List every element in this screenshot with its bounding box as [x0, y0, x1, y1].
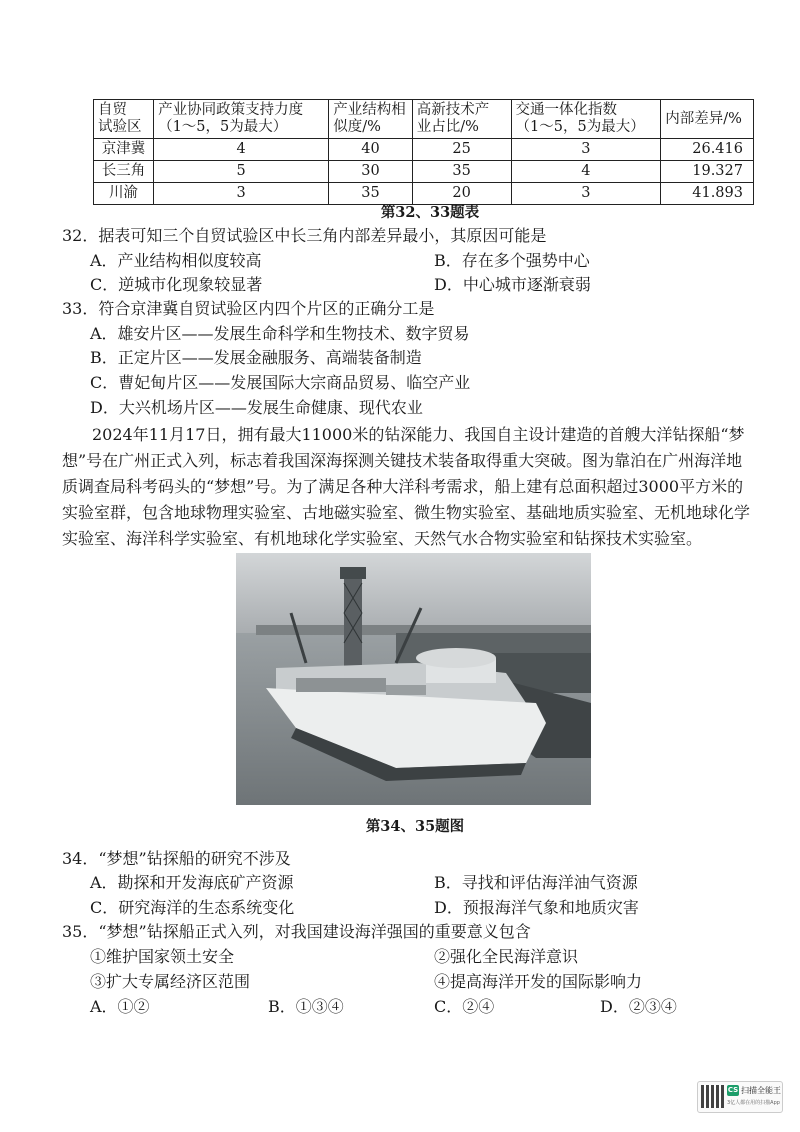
- figure-caption: 第34、35题图: [365, 818, 465, 835]
- table-cell: 4: [154, 139, 329, 161]
- question-32-option-c: C．逆城市化现象较显著: [90, 275, 263, 294]
- question-34-option-c: C．研究海洋的生态系统变化: [90, 898, 295, 917]
- table-header-cell: 高新技术产 业占比/%: [412, 100, 511, 139]
- question-33-option-a: A．雄安片区——发展生命科学和生物技术、数字贸易: [90, 324, 470, 343]
- drilling-ship-photo: [236, 553, 591, 805]
- data-table: [93, 99, 754, 205]
- passage-line: 实验室、海洋科学实验室、有机地球化学实验室、天然气水合物实验室和钻探技术实验室。: [62, 529, 703, 548]
- table-header-row: [94, 100, 754, 139]
- table-header-cell: 产业协同政策支持力度 （1～5，5为最大）: [154, 100, 329, 139]
- question-32-stem: 32．据表可知三个自贸试验区中长三角内部差异最小，其原因可能是: [62, 226, 547, 245]
- question-35-option-a: A．①②: [90, 997, 150, 1016]
- question-35-item-1: ①维护国家领土安全: [90, 947, 235, 966]
- scanner-logo: CS: [727, 1086, 739, 1094]
- question-32-option-d: D．中心城市逐渐衰弱: [434, 275, 591, 294]
- table-cell: 川渝: [94, 183, 154, 205]
- question-34-stem: 34．“梦想”钻探船的研究不涉及: [62, 849, 291, 868]
- table-cell: 京津冀: [94, 139, 154, 161]
- table-cell: 35: [412, 161, 511, 183]
- table-cell: 5: [154, 161, 329, 183]
- table-cell: 长三角: [94, 161, 154, 183]
- table-header-cell: 交通一体化指数 （1～5，5为最大）: [511, 100, 661, 139]
- passage-line: 质调查局科考码头的“梦想”号。为了满足各种大洋科考需求，船上建有总面积超过3000平方米的: [62, 477, 744, 496]
- table-cell: 25: [412, 139, 511, 161]
- table-header-cell: 产业结构相 似度/%: [329, 100, 413, 139]
- table-row: [94, 161, 754, 183]
- scanner-title: 扫描全能王: [741, 1086, 781, 1095]
- question-33-stem: 33．符合京津冀自贸试验区内四个片区的正确分工是: [62, 299, 435, 318]
- question-34-option-a: A．勘探和开发海底矿产资源: [90, 873, 294, 892]
- table-cell: 41.893: [661, 183, 754, 205]
- question-32-option-b: B．存在多个强势中心: [434, 251, 590, 270]
- question-33-option-b: B．正定片区——发展金融服务、高端装备制造: [90, 348, 422, 367]
- question-34-option-b: B．寻找和评估海洋油气资源: [434, 873, 638, 892]
- table-row: [94, 139, 754, 161]
- table-caption: 第32、33题表: [380, 204, 480, 221]
- passage: [62, 422, 770, 552]
- passage-line: 实验室群，包含地球物理实验室、古地磁实验室、微生物实验室、基础地质实验室、无机地球化学: [62, 503, 751, 522]
- table-cell: 3: [154, 183, 329, 205]
- question-33-option-d: D．大兴机场片区——发展生命健康、现代农业: [90, 398, 423, 417]
- table-cell: 4: [511, 161, 661, 183]
- table-header-cell: 内部差异/%: [661, 100, 754, 139]
- table-cell: 26.416: [661, 139, 754, 161]
- table-header-cell: 自贸 试验区: [94, 100, 154, 139]
- scanner-watermark: [697, 1081, 783, 1113]
- question-35-option-b: B．①③④: [268, 997, 344, 1016]
- question-34-option-d: D．预报海洋气象和地质灾害: [434, 898, 639, 917]
- table-cell: 3: [511, 139, 661, 161]
- question-35-item-4: ④提高海洋开发的国际影响力: [434, 972, 643, 991]
- table-cell: 3: [511, 183, 661, 205]
- question-35-option-c: C．②④: [434, 997, 495, 1016]
- table-cell: 30: [329, 161, 413, 183]
- question-35-item-3: ③扩大专属经济区范围: [90, 972, 251, 991]
- question-35-stem: 35．“梦想”钻探船正式入列，对我国建设海洋强国的重要意义包含: [62, 922, 531, 941]
- scanner-subtitle: 3亿人都在用的扫描App: [727, 1100, 780, 1106]
- table-cell: 20: [412, 183, 511, 205]
- question-32-option-a: A．产业结构相似度较高: [90, 251, 262, 270]
- question-35-item-2: ②强化全民海洋意识: [434, 947, 579, 966]
- table-cell: 19.327: [661, 161, 754, 183]
- question-33-option-c: C．曹妃甸片区——发展国际大宗商品贸易、临空产业: [90, 373, 471, 392]
- table-cell: 35: [329, 183, 413, 205]
- table-cell: 40: [329, 139, 413, 161]
- passage-line: 2024年11月17日，拥有最大11000米的钻深能力、我国自主设计建造的首艘大洋钻探船“梦: [92, 425, 745, 444]
- passage-line: 想”号在广州正式入列，标志着我国深海探测关键技术装备取得重大突破。图为靠泊在广州海洋地: [62, 451, 743, 470]
- qr-code-icon: [701, 1085, 724, 1108]
- question-35-option-d: D．②③④: [600, 997, 677, 1016]
